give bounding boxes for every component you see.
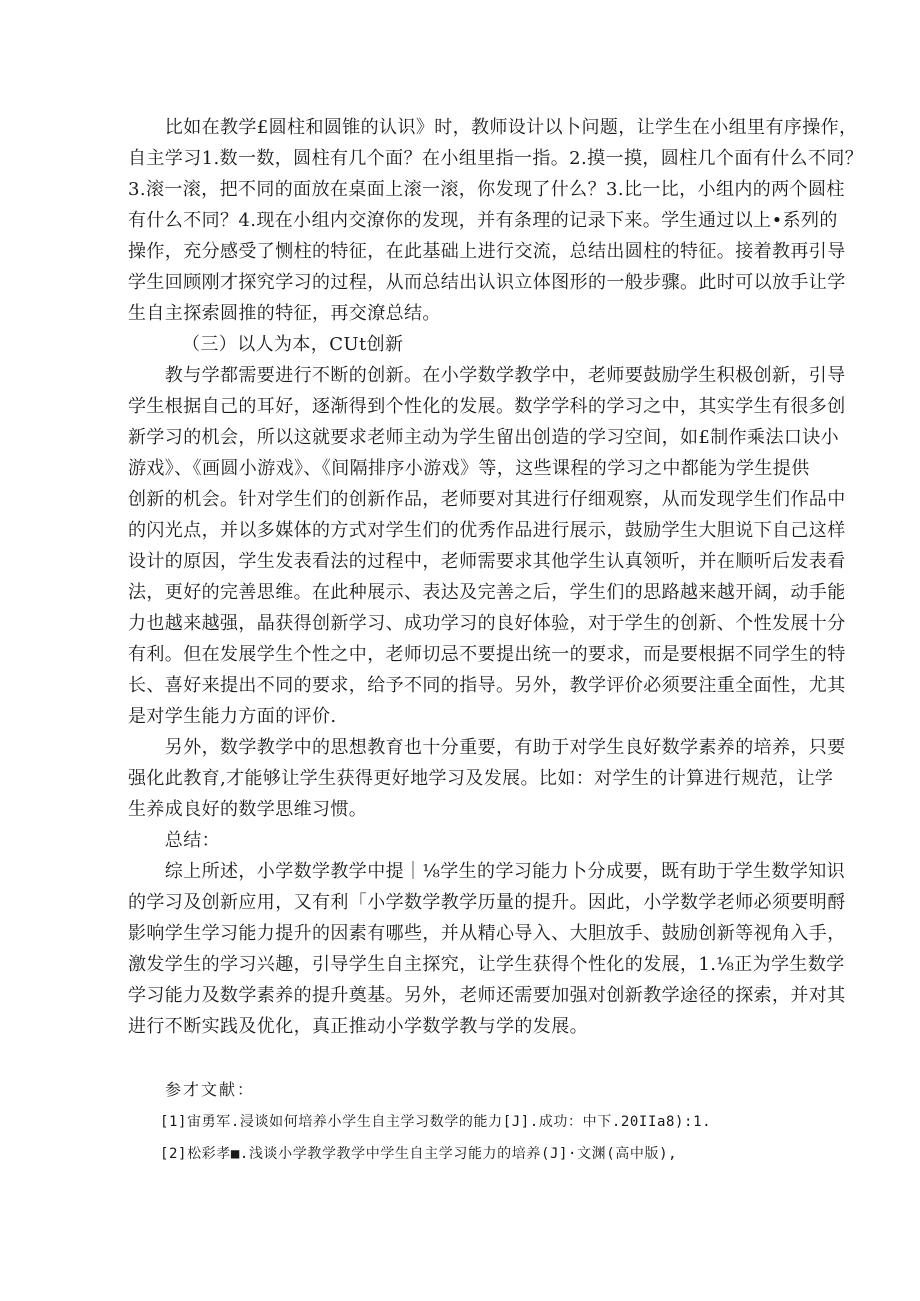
summary-label: 总结： [128, 830, 220, 851]
body-text-line: 比如在教学£圆柱和圆锥的认识》时，教师设计以卜问题，让学生在小组里有序操作， [128, 117, 858, 138]
body-text-line: 设计的原因，学生发表看法的过程中，老师需要求其他学生认真领听，并在顺听后发表看 [128, 551, 846, 572]
reference-item: [2]松彩孝■.浅谈小学教学教学中学生自主学习能力的培养(J]·文渊(高中版), [160, 1146, 678, 1162]
body-text-line: 新学习的机会，所以这就要求老师主动为学生留出创造的学习空间，如£制作乘法口诀小 [128, 427, 840, 448]
body-text-line: 是对学生能力方面的评价. [128, 706, 337, 727]
body-text-line: 生自主探索圆推的特征，再交潦总结。 [128, 303, 441, 324]
body-text-line: 综上所述，小学数学教学中提｜⅛学生的学习能力卜分成要，既有助于学生数学知识 [128, 861, 846, 882]
body-text-line: 影响学生学习能力提升的因素有哪些，并从精心导入、大胆放手、鼓励创新等视角入手， [128, 923, 846, 944]
body-text-line: 自主学习1.数一数，圆柱有几个面？在小组里指一指。2.摸一摸，圆柱几个面有什么不同？ [128, 148, 864, 169]
body-text-line: 生养成良好的数学思维习惯。 [128, 799, 368, 820]
body-text-line: 的闪光点，并以多媒体的方式对学生们的优秀作品进行展示，鼓励学生大胆说下自己这样 [128, 520, 846, 541]
body-text-line: 创新的机会。针对学生们的创新作品，老师要对其进行仔细观察，从而发现学生们作品中 [128, 489, 846, 510]
body-text-line: 有什么不同？4.现在小组内交潦你的发现，并有条理的记录下来。学生通过以上•系列的 [128, 210, 838, 231]
body-text-line: 3.滚一滚，把不同的面放在桌面上滚一滚，你发现了什么？3.比一比，小组内的两个圆柱 [128, 179, 845, 200]
body-text-line: 操作，充分感受了恻柱的特征，在此基础上进行交流，总结出圆柱的特征。接着教再引导 [128, 241, 846, 262]
body-text-line: 学生回顾刚才探究学习的过程，从而总结出认识立体图形的一般步骤。此时可以放手让学 [128, 272, 846, 293]
body-text-line: 有利。但在发展学生个性之中，老师切忌不要提出统一的要求，而是要根据不同学生的特 [128, 644, 846, 665]
reference-item: [1]宙勇军.浸谈如何培养小学生自主学习数学的能力[J].成功：中下.20IIa8):1. [160, 1114, 712, 1130]
body-text-line: 力也越来越强，晶获得创新学习、成功学习的良好体验，对于学生的创新、个性发展十分 [128, 613, 846, 634]
body-text-line: 教与学都需要进行不断的创新。在小学数学教学中，老师要鼓励学生积极创新，引导 [128, 365, 846, 386]
body-text-line: 强化此教育,才能够让学生获得更好地学习及发展。比如：对学生的计算进行规范，让学 [128, 768, 834, 789]
body-text-line: 另外，数学教学中的思想教育也十分重要，有助于对学生良好数学素养的培养，只要 [128, 737, 846, 758]
body-text-line: 学习能力及数学素养的提升奠基。另外，老师还需要加强对创新教学途径的探索，并对其 [128, 985, 846, 1006]
references-title: 参才文献： [165, 1080, 256, 1099]
body-text-line: 法，更好的完善思维。在此种展示、表达及完善之后，学生们的思路越来越开阔，动手能 [128, 582, 846, 603]
section-heading: （三）以人为本，CUt创新 [182, 334, 404, 355]
body-text-line: 游戏》、《画圆小游戏》、《间隔排序小游戏》等，这些课程的学习之中都能为学生提供 [128, 458, 810, 479]
body-text-line: 进行不断实践及优化，真正推动小学数学教与学的发展。 [128, 1016, 588, 1037]
body-text-line: 学生根据自己的耳好，逐渐得到个性化的发展。数学学科的学习之中，其实学生有很多创 [128, 396, 846, 417]
body-text-line: 长、喜好来提出不同的要求，给予不同的指导。另外，教学评价必须要注重全面性，尤其 [128, 675, 846, 696]
body-text-line: 激发学生的学习兴趣，引导学生自主探究，让学生获得个性化的发展，1.⅛正为学生数学 [128, 954, 845, 975]
body-text-line: 的学习及创新应用，又有利「小学数学教学历量的提升。因此，小学数学老师必须要明酹 [128, 892, 846, 913]
